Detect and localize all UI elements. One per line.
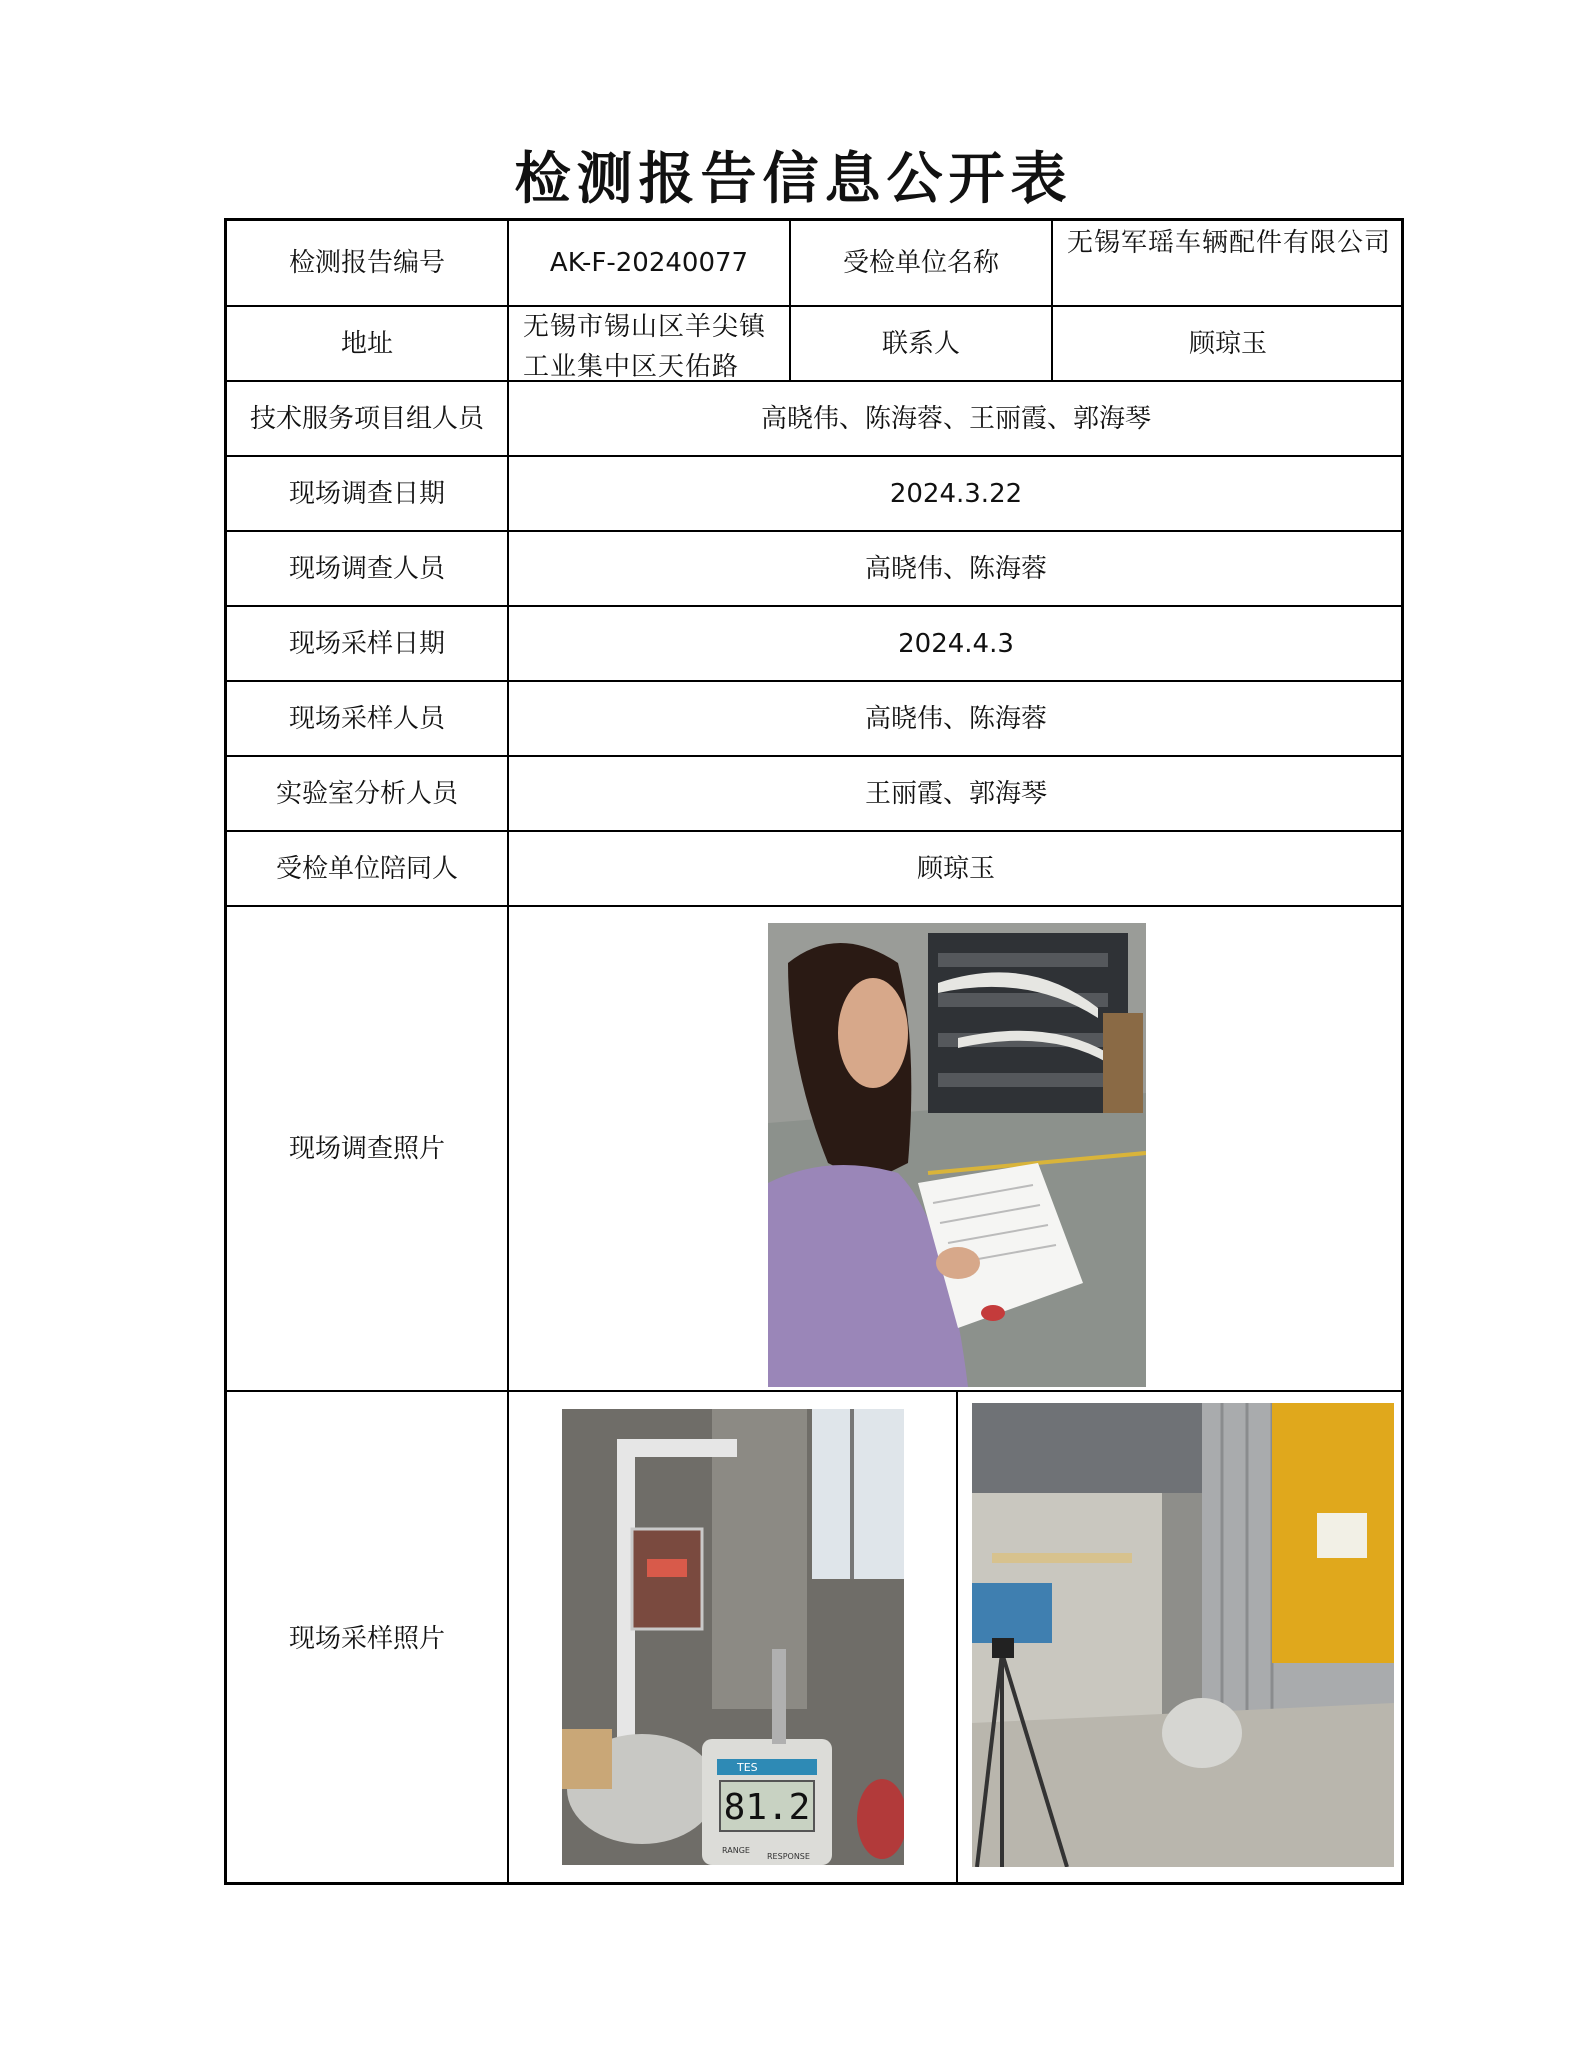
meter-brand: TES <box>737 1761 758 1774</box>
survey-date-value: 2024.3.22 <box>889 478 1023 509</box>
meter-label-range: RANGE <box>722 1846 750 1855</box>
address-label: 地址 <box>340 328 393 359</box>
contact-value: 顾琼玉 <box>1188 328 1267 359</box>
survey-photo <box>768 923 1146 1387</box>
survey-staff-label: 现场调查人员 <box>288 553 445 584</box>
address-value: 无锡市锡山区羊尖镇工业集中区天佑路 <box>523 312 767 380</box>
info-table <box>224 218 1404 1885</box>
meter-reading: 81.2 <box>723 1787 811 1828</box>
sampling-photo-meter <box>562 1409 904 1865</box>
report-no-value: AK-F-20240077 <box>549 248 749 278</box>
escort-label: 受检单位陪同人 <box>275 853 458 884</box>
page-title: 检测报告信息公开表 <box>514 147 1073 212</box>
unit-name-label: 受检单位名称 <box>842 248 999 278</box>
meter-label-response: RESPONSE <box>767 1852 810 1861</box>
sampling-date-label: 现场采样日期 <box>288 628 445 659</box>
lab-staff-value: 王丽霞、郭海琴 <box>864 778 1047 809</box>
survey-date-label: 现场调查日期 <box>288 478 445 509</box>
lab-staff-label: 实验室分析人员 <box>275 778 458 809</box>
unit-name-value: 无锡军瑶车辆配件有限公司 <box>1067 228 1392 258</box>
team-value: 高晓伟、陈海蓉、王丽霞、郭海琴 <box>760 403 1151 434</box>
sampling-photo-workshop <box>972 1403 1394 1867</box>
survey-photo-label: 现场调查照片 <box>288 1133 445 1164</box>
escort-value: 顾琼玉 <box>916 853 995 884</box>
sampling-date-value: 2024.4.3 <box>898 628 1014 659</box>
sampling-photo-label: 现场采样照片 <box>288 1623 445 1654</box>
team-label: 技术服务项目组人员 <box>249 403 484 434</box>
survey-staff-value: 高晓伟、陈海蓉 <box>864 553 1047 584</box>
sampling-staff-value: 高晓伟、陈海蓉 <box>864 703 1047 734</box>
report-no-label: 检测报告编号 <box>288 248 445 278</box>
contact-label: 联系人 <box>881 328 960 359</box>
sampling-staff-label: 现场采样人员 <box>288 703 445 734</box>
